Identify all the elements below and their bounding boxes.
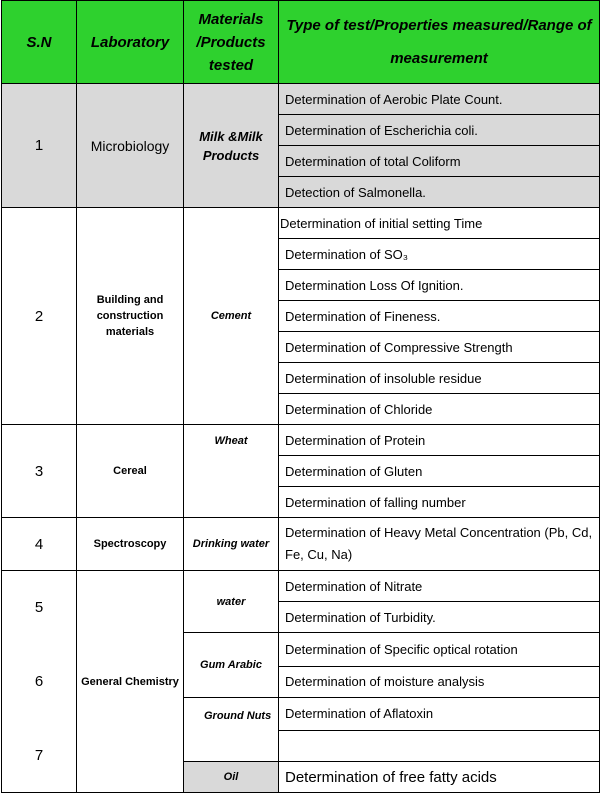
test-cell: Determination of insoluble residue bbox=[279, 363, 600, 394]
sn-6: 6 bbox=[34, 672, 44, 690]
laboratory-cell: Cereal bbox=[77, 425, 184, 518]
test-cell: Determination of Compressive Strength bbox=[279, 332, 600, 363]
header-test-type: Type of test/Properties measured/Range of measurement bbox=[279, 1, 600, 84]
test-cell: Determination of Fineness. bbox=[279, 301, 600, 332]
test-cell: Determination of moisture analysis bbox=[279, 666, 600, 697]
table-row bbox=[2, 571, 600, 602]
empty-test-cell bbox=[279, 731, 600, 762]
laboratory-cell: Microbiology bbox=[77, 84, 184, 208]
test-cell: Determination of Chloride bbox=[279, 394, 600, 425]
test-cell: Detection of Salmonella. bbox=[279, 177, 600, 208]
sn-cell: 1 bbox=[2, 84, 77, 208]
test-cell: Determination of Specific optical rotation bbox=[279, 633, 600, 667]
test-cell: Determination Loss Of Ignition. bbox=[279, 270, 600, 301]
material-cell: Ground Nuts bbox=[184, 697, 279, 762]
header-materials: Materials /Products tested bbox=[184, 1, 279, 84]
material-cell: Gum Arabic bbox=[184, 633, 279, 698]
sn-cell-group bbox=[2, 571, 77, 793]
test-cell: Determination of total Coliform bbox=[279, 146, 600, 177]
material-cell: water bbox=[184, 571, 279, 633]
test-cell: Determination of Aflatoxin bbox=[279, 697, 600, 731]
header-sn: S.N bbox=[2, 1, 77, 84]
laboratory-cell: Spectroscopy bbox=[77, 518, 184, 571]
test-cell: Determination of Gluten bbox=[279, 456, 600, 487]
material-cell: Drinking water bbox=[184, 518, 279, 571]
sn-5: 5 bbox=[34, 599, 44, 617]
sn-7: 7 bbox=[34, 746, 44, 764]
table-row bbox=[2, 518, 600, 571]
material-cell: Oil bbox=[184, 762, 279, 793]
test-cell: Determination of Nitrate bbox=[279, 571, 600, 602]
test-cell: Determination of falling number bbox=[279, 487, 600, 518]
laboratory-tests-table bbox=[1, 0, 600, 793]
table-row bbox=[2, 84, 600, 115]
table-row bbox=[2, 208, 600, 239]
sn-cell: 3 bbox=[2, 425, 77, 518]
material-cell: Cement bbox=[184, 208, 279, 425]
test-cell: Determination of Turbidity. bbox=[279, 602, 600, 633]
test-cell: Determination of SO₃ bbox=[279, 239, 600, 270]
header-laboratory: Laboratory bbox=[77, 1, 184, 84]
sn-cell: 2 bbox=[2, 208, 77, 425]
test-cell: Determination of Aerobic Plate Count. bbox=[279, 84, 600, 115]
test-cell: Determination of free fatty acids bbox=[279, 762, 600, 793]
material-cell: Wheat bbox=[184, 425, 279, 518]
sn-cell: 4 bbox=[2, 518, 77, 571]
test-cell: Determination of Protein bbox=[279, 425, 600, 456]
test-cell: Determination of Escherichia coli. bbox=[279, 115, 600, 146]
test-cell: Determination of Heavy Metal Concentration (Pb, Cd, Fe, Cu, Na) bbox=[279, 518, 600, 571]
table-row bbox=[2, 425, 600, 456]
header-row bbox=[2, 1, 600, 84]
laboratory-cell: Building and construction materials bbox=[77, 208, 184, 425]
test-cell: Determination of initial setting Time bbox=[279, 208, 600, 239]
material-cell: Milk &Milk Products bbox=[184, 84, 279, 208]
laboratory-cell: General Chemistry bbox=[77, 571, 184, 793]
